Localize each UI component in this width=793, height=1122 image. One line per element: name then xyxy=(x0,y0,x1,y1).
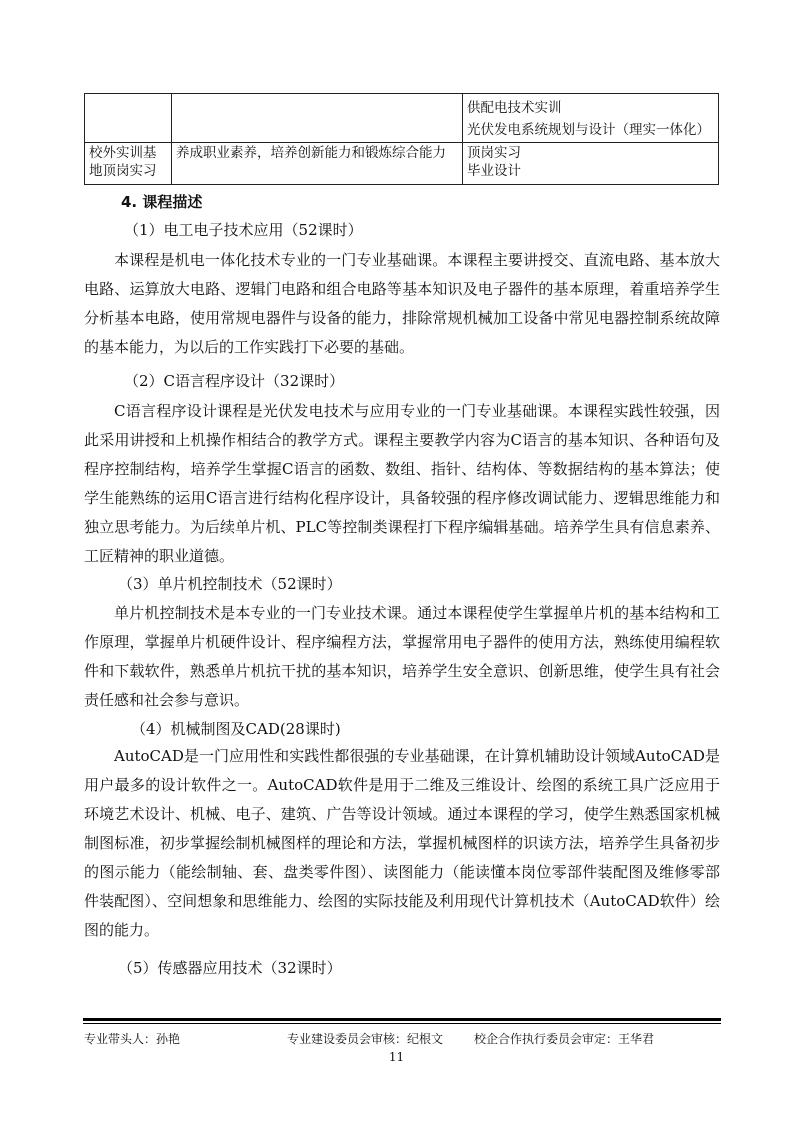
cell-line: 供配电技术实训 xyxy=(467,100,562,116)
footer-school: 校企合作执行委员会审定：王华君 xyxy=(474,1032,655,1046)
course-description: 本课程是机电一体化技术专业的一门专业基础课。本课程主要讲授交、直流电路、基本放大电路、运算放大电路、逻辑门电路和组合电路等基本知识及电子器件的基本原理，着重培养学生分析基本电路，使用常规电器件与设备的能力，排除常规机械加工设备中常见电器控制系统故障的基本能力，为以后的工作实践打下必要的基础。 xyxy=(84,251,720,356)
footer-committee: 专业建设委员会审核：纪根文 xyxy=(287,1032,444,1046)
cell-line: 毕业设计 xyxy=(467,163,521,179)
cell-line: 顶岗实习 xyxy=(467,145,521,161)
table-cell: 养成职业素养，培养创新能力和锻炼综合能力 xyxy=(172,143,463,185)
course-description: AutoCAD是一门应用性和实践性都很强的专业基础课，在计算机辅助设计领域AutoCAD是用户最多的设计软件之一。AutoCAD软件是用于二维及三维设计、绘图的系统工具广泛应用于环境艺术设计、机械、电子、建筑、广告等设计领域。通过本课程的学习，使学生熟悉国家机械制图标准，初步掌握绘制机械图样的理论和方法，掌握机械图样的识读方法，培养学生具备初步的图示能力（能绘制轴、套、盘类零件图）、读图能力（能读懂本岗位零部件装配图及维修零部件装配图）、空间想象和思维能力、绘图的实际技能及利用现代计算机技术（AutoCAD软件）绘图的能力。 xyxy=(84,747,720,939)
course-title: （2）C语言程序设计（32课时） xyxy=(124,372,345,390)
table-cell: 校外实训基地顶岗实习 xyxy=(85,143,172,185)
footer-leader: 专业带头人：孙艳 xyxy=(84,1032,181,1046)
table-cell xyxy=(463,143,719,185)
section-title: 4. 课程描述 xyxy=(121,193,203,211)
course-description: C语言程序设计课程是光伏发电技术与应用专业的一门专业基础课。本课程实践性较强，因此采用讲授和上机操作相结合的教学方式。课程主要教学内容为C语言的基本知识、各种语句及程序控制结构，培养学生掌握C语言的函数、数组、指针、结构体、等数据结构的基本算法；使学生能熟练的运用C语言进行结构化程序设计，具备较强的程序修改调试能力、逻辑思维能力和独立思考能力。为后续单片机、PLC等控制类课程打下程序编辑基础。培养学生具有信息素养、工匠精神的职业道德。 xyxy=(84,402,720,565)
course-title: （5）传感器应用技术（32课时） xyxy=(118,959,342,977)
table-cell xyxy=(463,94,719,143)
cell-line: 光伏发电系统规划与设计（理实一体化） xyxy=(467,122,710,138)
table-row xyxy=(85,94,719,143)
footer-rule-thick xyxy=(83,1018,721,1021)
course-description: 单片机控制技术是本专业的一门专业技术课。通过本课程使学生掌握单片机的基本结构和工作原理，掌握单片机硬件设计、程序编程方法，掌握常用电子器件的使用方法，熟练使用编程软件和下载软件，熟悉单片机抗干扰的基本知识，培养学生安全意识、创新思维，使学生具有社会责任感和社会参与意识。 xyxy=(84,604,720,709)
table-row xyxy=(85,143,719,185)
course-title: （1）电工电子技术应用（52课时） xyxy=(124,221,363,239)
page-number: 11 xyxy=(388,1050,405,1064)
footer-rule-thin xyxy=(83,1023,721,1024)
training-table xyxy=(84,93,719,185)
table-cell xyxy=(172,94,463,143)
table-cell xyxy=(85,94,172,143)
course-title: （3）单片机控制技术（52课时） xyxy=(118,575,342,593)
course-title: （4）机械制图及CAD(28课时) xyxy=(131,720,341,738)
